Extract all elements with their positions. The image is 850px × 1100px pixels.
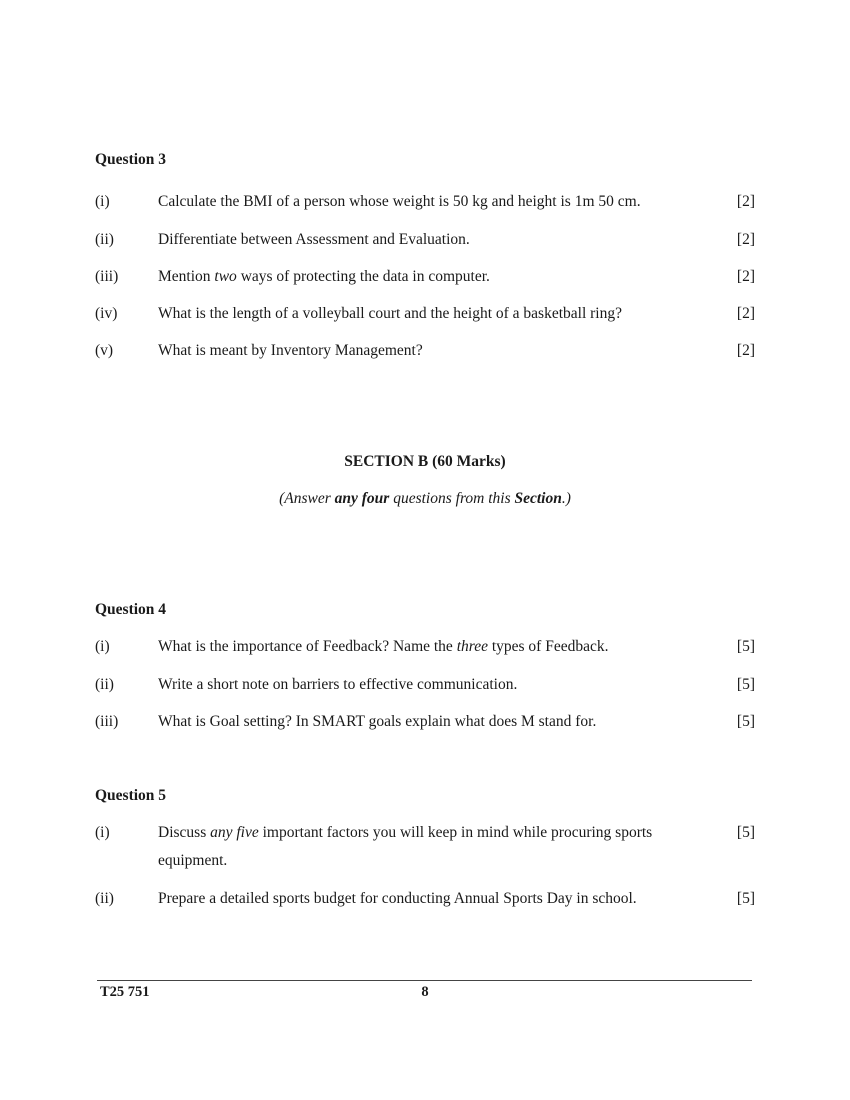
item-marks: [5] [736, 713, 755, 730]
item-marks: [5] [736, 676, 755, 693]
item-number: (i) [95, 193, 110, 210]
item-marks: [5] [736, 824, 755, 841]
section-b-title: SECTION B (60 Marks) [344, 453, 506, 470]
item-number: (ii) [95, 231, 114, 248]
item-number: (iv) [95, 305, 118, 322]
item-marks: [5] [736, 890, 755, 907]
item-text: What is the length of a volleyball court and the height of a basketball ring? [158, 305, 622, 322]
footer-divider [97, 980, 752, 981]
item-number: (iii) [95, 713, 119, 730]
item-text: What is meant by Inventory Management? [158, 342, 423, 359]
question-4-heading: Question 4 [95, 601, 167, 618]
item-text: Prepare a detailed sports budget for conducting Annual Sports Day in school. [158, 890, 637, 907]
item-number: (v) [95, 342, 114, 359]
item-marks: [2] [736, 193, 755, 210]
item-text: Calculate the BMI of a person whose weight is 50 kg and height is 1m 50 cm. [158, 193, 641, 210]
item-text: What is Goal setting? In SMART goals explain what does M stand for. [158, 713, 597, 730]
item-number: (iii) [95, 268, 119, 285]
item-marks: [5] [736, 638, 755, 655]
question-3-heading: Question 3 [95, 151, 167, 168]
section-b-instructions: (Answer any four questions from this Section.) [279, 490, 571, 507]
item-marks: [2] [736, 268, 755, 285]
item-text: Mention two ways of protecting the data in computer. [158, 268, 490, 285]
item-number: (i) [95, 638, 110, 655]
item-text: Differentiate between Assessment and Evaluation. [158, 231, 470, 248]
item-number: (i) [95, 824, 110, 841]
item-text: Discuss any five important factors you will keep in mind while procuring sports equipment. [158, 824, 653, 869]
paper-code: T25 751 [100, 984, 150, 1000]
page-number: 8 [421, 984, 429, 1000]
question-5-heading: Question 5 [95, 787, 167, 804]
item-marks: [2] [736, 305, 755, 322]
item-marks: [2] [736, 342, 755, 359]
item-number: (ii) [95, 676, 114, 693]
item-text: Write a short note on barriers to effective communication. [158, 676, 518, 693]
item-number: (ii) [95, 890, 114, 907]
item-text: What is the importance of Feedback? Name the three types of Feedback. [158, 638, 609, 655]
item-marks: [2] [736, 231, 755, 248]
